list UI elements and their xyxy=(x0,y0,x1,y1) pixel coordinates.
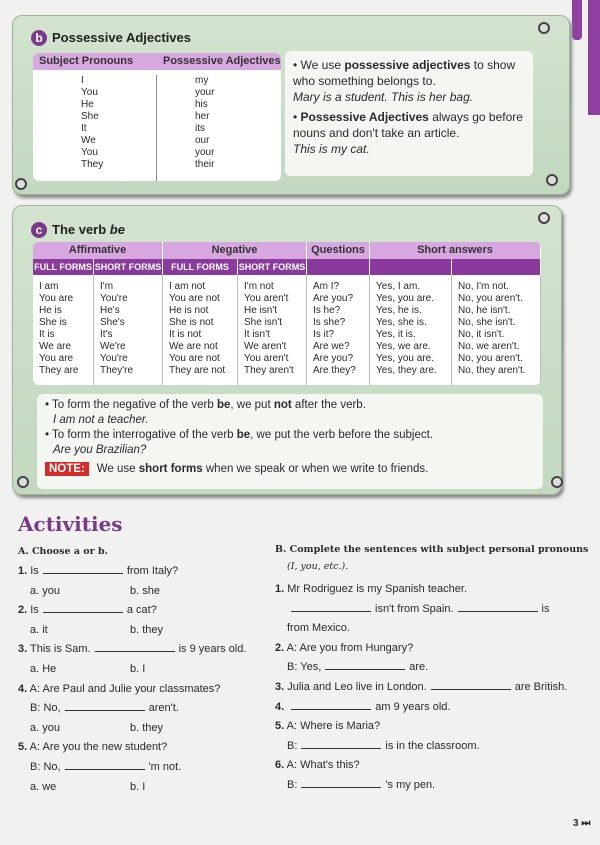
sub-header: SHORT FORMS xyxy=(94,259,163,275)
prompt-text: This is Sam. xyxy=(30,643,91,656)
option-a[interactable]: a. we xyxy=(30,780,57,793)
item-number: 5. xyxy=(275,720,285,733)
answer-blank[interactable] xyxy=(458,603,538,612)
table-cell: She's xyxy=(100,317,125,328)
exercise-line xyxy=(275,720,380,732)
group-header: Short answers xyxy=(370,242,541,259)
section-title xyxy=(31,30,191,46)
prompt-text: B: Yes, xyxy=(287,661,322,674)
table-cell: You are xyxy=(39,293,74,304)
table-cell: Are we? xyxy=(313,341,350,352)
option-b[interactable]: b. they xyxy=(130,721,164,734)
grammar-note: • We use possessive adjectives to show who something belongs to. Mary is a student. This is her bag. • Possessive Adjectives always go before nouns and don't take an article. This is my cat. xyxy=(285,51,533,176)
table-cell: You're xyxy=(100,353,128,364)
section-tab xyxy=(572,0,582,40)
table-cell: I'm not xyxy=(244,281,274,292)
table-cell: They are xyxy=(39,365,79,376)
table-cell: Are you? xyxy=(313,353,354,364)
table-cell: No, you aren't. xyxy=(458,293,523,304)
item-number: 4. xyxy=(275,700,285,713)
section-badge: b xyxy=(31,30,47,46)
option-b[interactable]: b. they xyxy=(130,623,164,636)
table-column xyxy=(163,275,238,385)
answer-blank[interactable] xyxy=(301,779,381,788)
prompt-text: B: No, xyxy=(30,761,61,773)
table-cell: your xyxy=(195,147,215,158)
answer-blank[interactable] xyxy=(301,740,381,749)
table-column xyxy=(33,275,94,385)
table-cell: He is xyxy=(39,305,62,316)
table-cell: We xyxy=(81,135,96,146)
exercise-line xyxy=(30,663,146,675)
table-column xyxy=(307,275,370,385)
answer-blank[interactable] xyxy=(291,603,371,612)
prompt-text: A: Where is Maria? xyxy=(286,720,381,733)
prompt-text: Mr Rodriguez is my Spanish teacher. xyxy=(287,583,467,595)
table-cell: I am xyxy=(39,281,59,292)
prompt-text: is in the classroom. xyxy=(385,739,480,752)
table-cell: We aren't xyxy=(244,341,287,352)
exercise-line xyxy=(30,780,146,793)
exercise-line xyxy=(30,761,181,773)
table-cell: It xyxy=(81,123,87,134)
table-cell: Yes, you are. xyxy=(376,293,435,304)
sub-header: SHORT FORMS xyxy=(238,259,307,275)
option-b[interactable]: b. I xyxy=(130,780,146,793)
table-cell: No, I'm not. xyxy=(458,281,509,292)
table-cell: Yes, I am. xyxy=(376,281,421,292)
prompt-text: B: xyxy=(287,739,298,752)
table-cell: their xyxy=(195,159,215,170)
answer-blank[interactable] xyxy=(291,701,371,710)
table-cell: your xyxy=(195,87,215,98)
prompt-text: isn't from Spain. xyxy=(375,602,454,615)
table-cell: It is not xyxy=(169,329,202,340)
option-a[interactable]: a. you xyxy=(30,721,60,734)
answer-blank[interactable] xyxy=(65,761,145,770)
prompt-text: B: No, xyxy=(30,702,61,715)
answer-blank[interactable] xyxy=(43,604,123,613)
exercise-line xyxy=(287,779,435,791)
table-cell: You xyxy=(81,147,98,158)
table-cell: They xyxy=(81,159,104,170)
verb-be-table xyxy=(33,242,541,385)
table-cell: They are not xyxy=(169,365,226,376)
option-a[interactable]: a. you xyxy=(30,584,60,597)
prompt-text: are British. xyxy=(514,681,568,693)
answer-blank[interactable] xyxy=(325,661,405,670)
table-cell: I'm xyxy=(100,281,114,292)
verb-be-box xyxy=(12,205,562,495)
table-cell: No, she isn't. xyxy=(458,317,516,328)
exercise-line xyxy=(18,565,178,577)
item-number: 1. xyxy=(275,583,285,595)
screw-icon xyxy=(538,212,550,224)
table-cell: Is he? xyxy=(313,305,341,316)
exercise-line xyxy=(275,583,467,595)
section-title: c The verb be xyxy=(31,222,125,238)
prompt-text: A: What's this? xyxy=(286,759,360,772)
table-cell: We are xyxy=(39,341,72,352)
exercise-line xyxy=(30,584,160,597)
column-header: Possessive Adjectives xyxy=(163,55,281,67)
screw-icon xyxy=(15,178,27,190)
activities-heading: Activities xyxy=(18,512,123,536)
table-cell: You're xyxy=(100,293,128,304)
table-cell: Are they? xyxy=(313,365,356,376)
sub-header: FULL FORMS xyxy=(33,259,94,275)
table-cell: my xyxy=(195,75,209,86)
group-header: Negative xyxy=(163,242,307,259)
table-cell: She isn't xyxy=(244,317,283,328)
item-number: 2. xyxy=(275,641,285,654)
prompt-text: Is xyxy=(30,565,39,577)
prompt-text: 's my pen. xyxy=(385,779,436,791)
table-cell: He isn't xyxy=(244,305,278,316)
exercise-a-heading: A. Choose a or b. xyxy=(18,546,108,557)
table-cell: No, we aren't. xyxy=(458,341,520,352)
exercise-line xyxy=(287,661,428,673)
pronoun-table xyxy=(33,53,281,181)
exercise-line xyxy=(30,702,179,714)
option-b[interactable]: b. she xyxy=(130,584,160,597)
screw-icon xyxy=(551,476,563,488)
table-cell: It's xyxy=(100,329,113,340)
table-cell: our xyxy=(195,135,210,146)
item-number: 6. xyxy=(275,759,285,772)
screw-icon xyxy=(538,22,550,34)
table-cell: He's xyxy=(100,305,120,316)
table-column xyxy=(94,275,163,385)
table-cell: We're xyxy=(100,341,126,352)
item-number: 3. xyxy=(18,643,28,656)
page-number: 3 ⏭ xyxy=(573,818,591,829)
prompt-text: Julia and Leo live in London. xyxy=(287,681,427,693)
option-a[interactable]: a. He xyxy=(30,663,57,675)
section-badge: c xyxy=(31,222,47,238)
title-text: Possessive Adjectives xyxy=(52,30,191,45)
table-cell: She xyxy=(81,111,99,122)
exercise-line xyxy=(18,683,220,695)
table-cell: her xyxy=(195,111,210,122)
table-cell: Yes, they are. xyxy=(376,365,437,376)
prompt-text: 'm not. xyxy=(148,761,182,773)
exercise-line xyxy=(18,643,246,655)
prompt-text: from Italy? xyxy=(126,565,179,577)
table-cell: It isn't xyxy=(244,329,270,340)
prompt-text: is 9 years old. xyxy=(178,643,247,656)
prompt-text: aren't. xyxy=(148,702,179,715)
table-cell: Is she? xyxy=(313,317,346,328)
prompt-text: a cat? xyxy=(126,604,157,617)
table-cell: Are you? xyxy=(313,293,354,304)
prompt-text: from Mexico. xyxy=(287,622,350,635)
table-cell: Am I? xyxy=(313,281,340,292)
prompt-text: A: Are you the new student? xyxy=(29,741,168,754)
column-header: Subject Pronouns xyxy=(39,55,134,67)
exercise-line xyxy=(275,759,360,771)
option-a[interactable]: a. it xyxy=(30,623,48,636)
table-cell: Yes, we are. xyxy=(376,341,431,352)
table-cell: You aren't xyxy=(244,293,289,304)
prompt-text: B: xyxy=(287,779,298,791)
table-cell: She is xyxy=(39,317,67,328)
table-cell: No, it isn't. xyxy=(458,329,505,340)
item-number: 4. xyxy=(18,682,28,695)
prompt-text: A: Are you from Hungary? xyxy=(286,641,414,654)
prompt-text: am 9 years old. xyxy=(375,700,451,713)
exercise-line xyxy=(275,681,567,693)
table-cell: Yes, he is. xyxy=(376,305,422,316)
table-cell: Yes, it is. xyxy=(376,329,416,340)
table-cell: He xyxy=(81,99,94,110)
prompt-text: is xyxy=(541,602,550,615)
table-cell: You aren't xyxy=(244,353,289,364)
exercise-line xyxy=(30,721,164,734)
note-label: NOTE: xyxy=(45,462,89,476)
item-number: 1. xyxy=(18,565,28,577)
exercise-b-subheading: (I, you, etc.). xyxy=(287,561,349,572)
table-cell: We are not xyxy=(169,341,218,352)
table-cell: She is not xyxy=(169,317,214,328)
exercise-b-heading: B. Complete the sentences with subject personal pronouns xyxy=(275,544,589,555)
group-header: Affirmative xyxy=(33,242,163,259)
sub-header: FULL FORMS xyxy=(163,259,238,275)
possessive-adjectives-box xyxy=(12,15,570,195)
exercise-line xyxy=(275,701,450,713)
screw-icon xyxy=(546,174,558,186)
table-cell: You are xyxy=(39,353,74,364)
table-cell: No, they aren't. xyxy=(458,365,526,376)
table-cell: Yes, you are. xyxy=(376,353,435,364)
table-column xyxy=(452,275,541,385)
item-number: 2. xyxy=(18,604,28,617)
subject-column xyxy=(33,75,157,181)
answer-blank[interactable] xyxy=(431,681,511,690)
section-tab xyxy=(588,0,600,115)
table-cell: They aren't xyxy=(244,365,294,376)
answer-blank[interactable] xyxy=(65,702,145,711)
exercise-line xyxy=(275,642,413,654)
table-cell: I am not xyxy=(169,281,206,292)
table-cell: It is xyxy=(39,329,55,340)
table-cell: You xyxy=(81,87,98,98)
verb-be-notes: • To form the negative of the verb be, we put not after the verb. I am not a teacher. • To form the interrogative of the verb be, we put the verb before the subject. Are you Brazilian? NOTE: We use short forms when we speak or when we write to friends. xyxy=(37,394,543,489)
table-column xyxy=(238,275,307,385)
option-b[interactable]: b. I xyxy=(130,663,146,675)
table-cell: No, he isn't. xyxy=(458,305,511,316)
table-cell: his xyxy=(195,99,208,110)
table-cell: No, you aren't. xyxy=(458,353,523,364)
prompt-text: are. xyxy=(409,661,429,674)
table-cell: I xyxy=(81,75,84,86)
exercise-line xyxy=(18,741,167,753)
exercise-line xyxy=(30,623,164,636)
table-cell: its xyxy=(195,123,205,134)
table-cell: You are not xyxy=(169,353,220,364)
table-cell: He is not xyxy=(169,305,209,316)
exercise-line xyxy=(287,603,549,615)
prompt-text: Is xyxy=(30,604,39,617)
table-cell: They're xyxy=(100,365,134,376)
item-number: 5. xyxy=(18,741,28,754)
exercise-line xyxy=(287,740,480,752)
table-cell: Is it? xyxy=(313,329,335,340)
exercise-line xyxy=(287,622,350,634)
prompt-text: A: Are Paul and Julie your classmates? xyxy=(29,682,221,695)
exercise-line xyxy=(18,604,157,616)
table-cell: You are not xyxy=(169,293,220,304)
table-cell: Yes, she is. xyxy=(376,317,427,328)
group-header: Questions xyxy=(307,242,370,259)
adjective-column xyxy=(157,75,281,181)
item-number: 3. xyxy=(275,681,285,693)
table-column xyxy=(370,275,452,385)
screw-icon xyxy=(17,476,29,488)
answer-blank[interactable] xyxy=(43,565,123,574)
answer-blank[interactable] xyxy=(95,643,175,652)
